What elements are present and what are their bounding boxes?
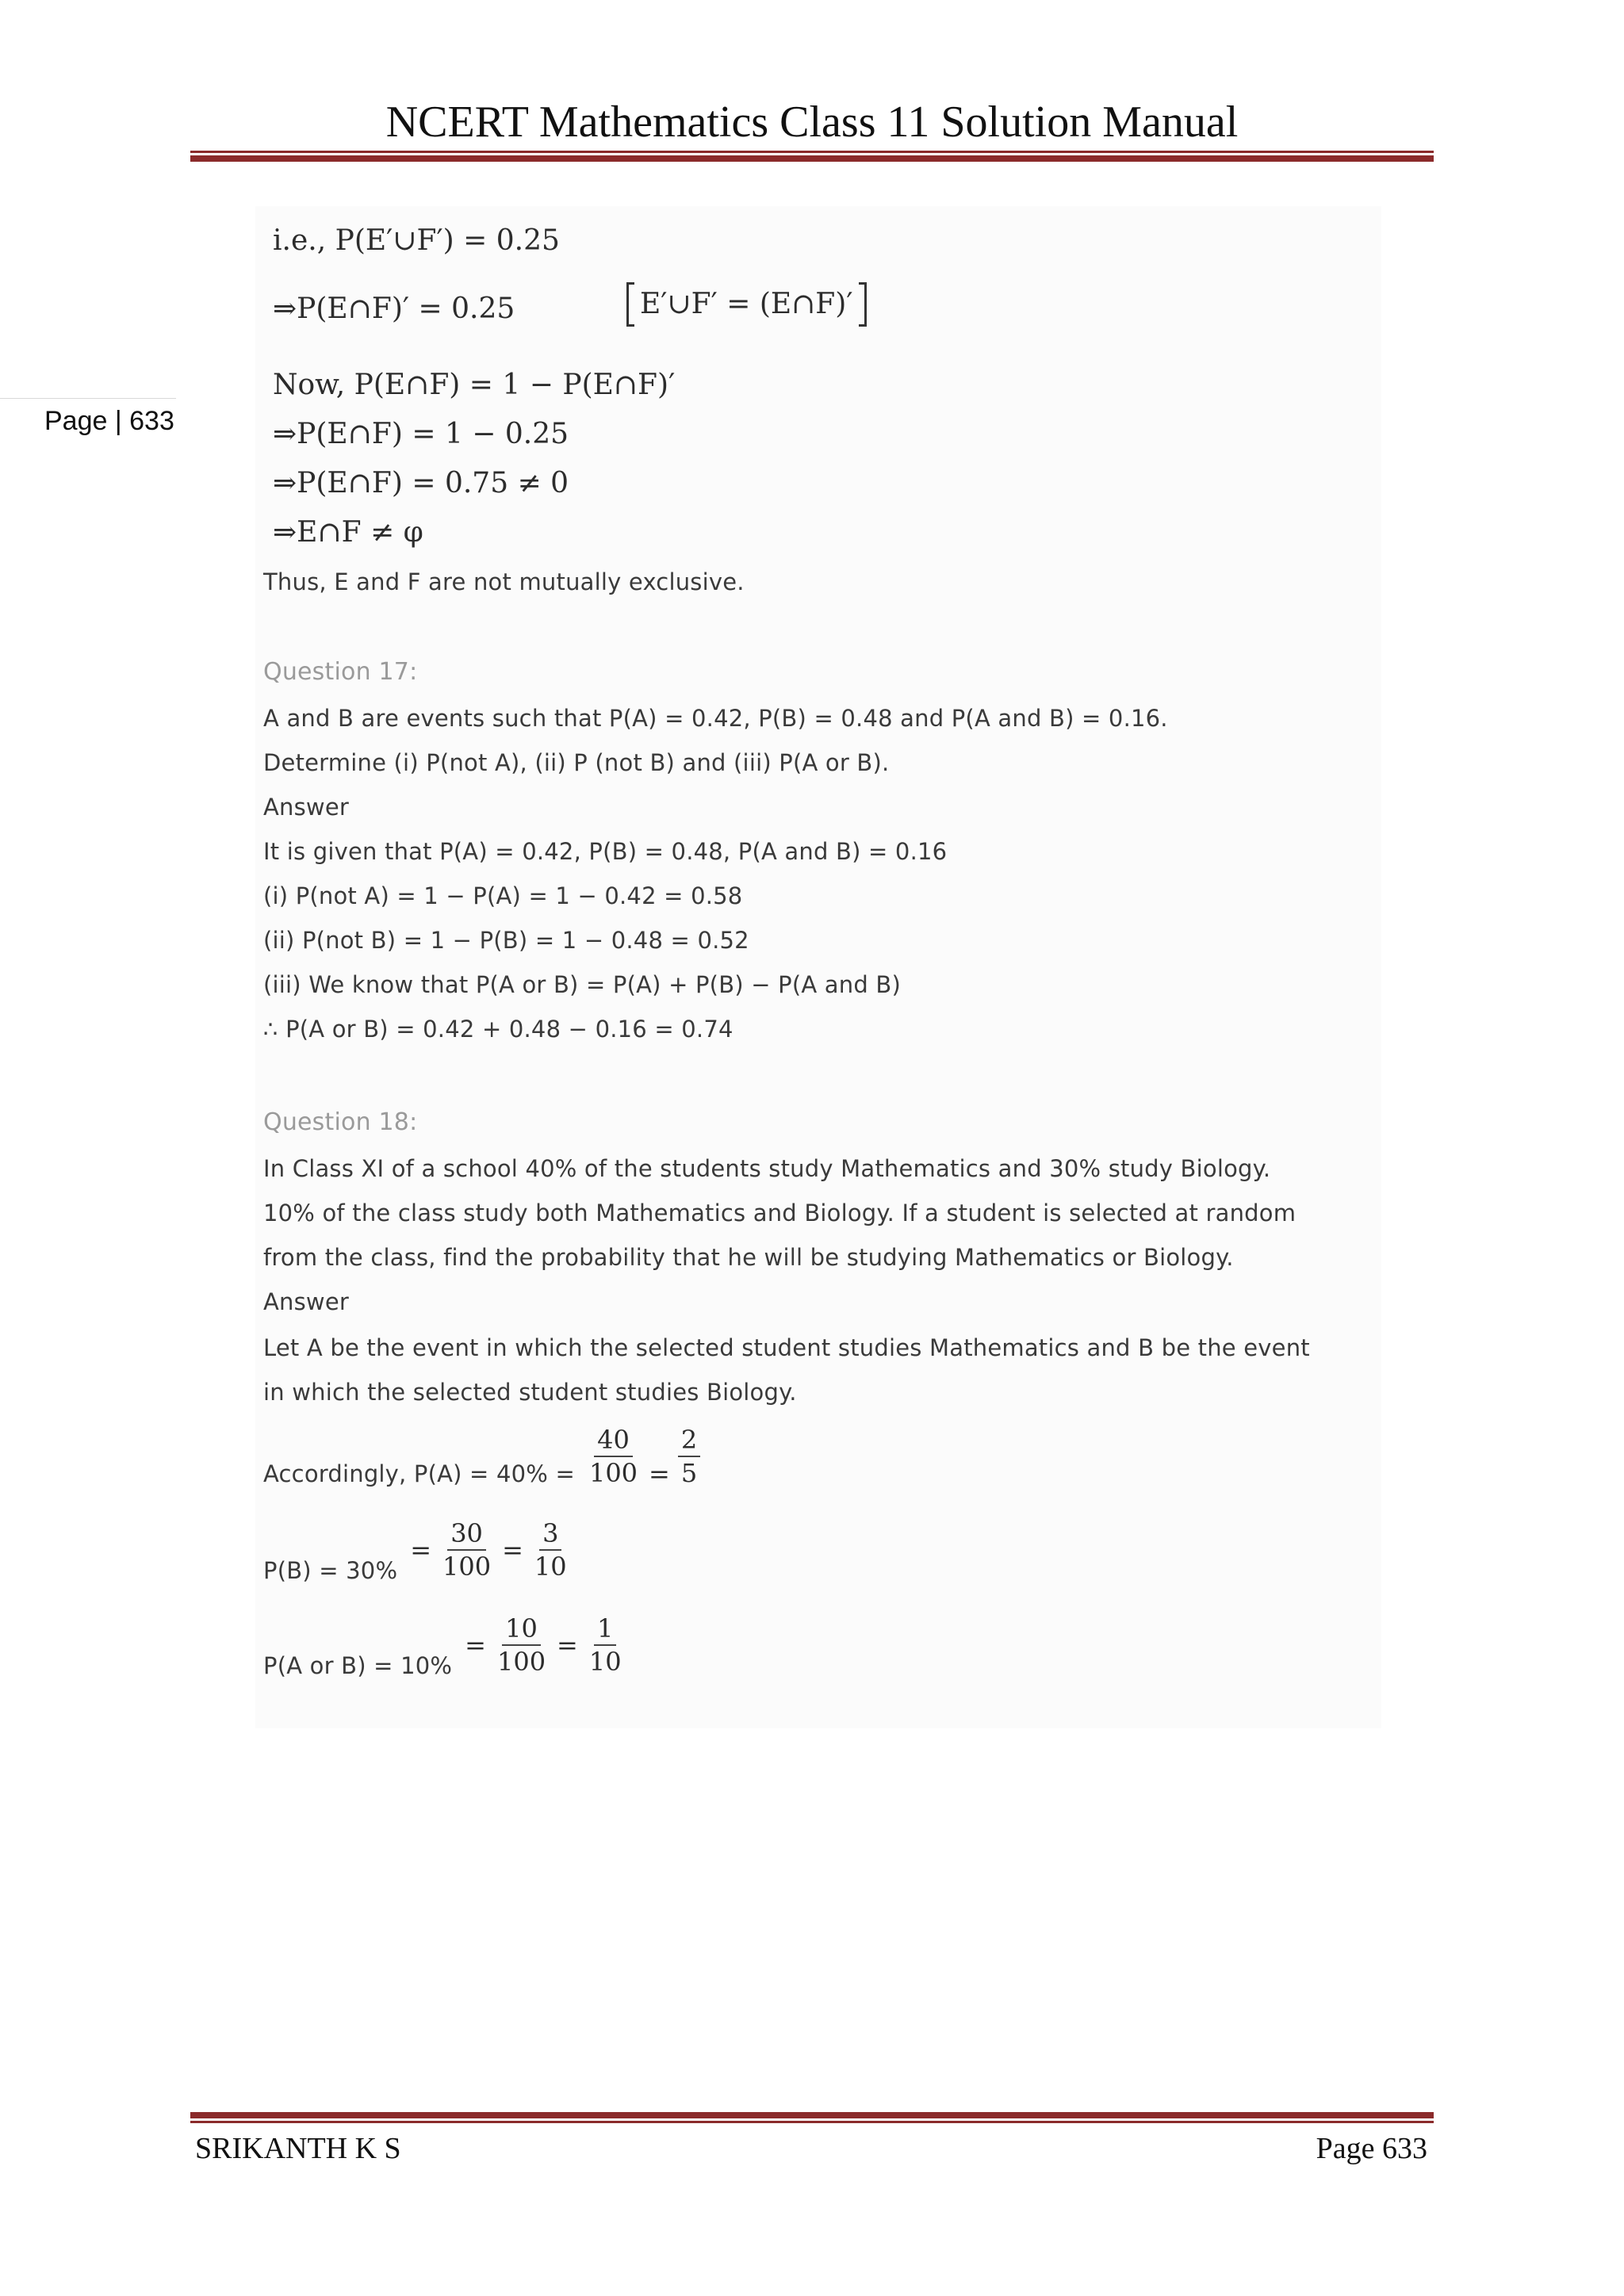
math-line: ⇒P(E∩F) = 1 − 0.25 [273, 418, 569, 450]
pab-f2-den: 10 [588, 1647, 622, 1677]
pa-label: Accordingly, P(A) = 40% = [263, 1460, 575, 1487]
pa-fraction-2 [678, 1424, 700, 1489]
q17-answer-line: It is given that P(A) = 0.42, P(B) = 0.48, P(A and B) = 0.16 [263, 838, 948, 865]
q17-answer-line: (iii) We know that P(A or B) = P(A) + P(B) − P(A and B) [263, 971, 901, 998]
equals-sign: = [502, 1535, 523, 1565]
pab-f2-num: 1 [594, 1613, 616, 1646]
pb-fraction-1 [439, 1517, 494, 1582]
side-page-label: Page | 633 [44, 406, 174, 436]
q18-statement: In Class XI of a school 40% of the students study Mathematics and 30% study Biology. [263, 1155, 1271, 1182]
pa-f1-num: 40 [594, 1424, 633, 1457]
equals-sign: = [557, 1630, 578, 1660]
equals-sign: = [410, 1535, 432, 1565]
pb-f1-den: 100 [442, 1552, 492, 1582]
q18-answer-label: Answer [263, 1288, 350, 1315]
pa-f1-den: 100 [588, 1458, 638, 1488]
pa-f2-num: 2 [678, 1424, 700, 1457]
pab-f1-den: 100 [496, 1647, 546, 1677]
math-line: ⇒P(E∩F)′ = 0.25 [273, 293, 515, 325]
pab-fraction-2 [586, 1613, 625, 1678]
q17-statement: A and B are events such that P(A) = 0.42, P(B) = 0.48 and P(A and B) = 0.16. [263, 705, 1168, 732]
pab-label: P(A or B) = 10% [263, 1652, 453, 1679]
equals-sign: = [465, 1630, 486, 1660]
math-line: i.e., P(E′∪F′) = 0.25 [273, 224, 560, 257]
math-bracket: E′∪F′ = (E∩F)′ [626, 282, 867, 327]
q18-answer-line: Let A be the event in which the selected student studies Mathematics and B be the event [263, 1334, 1310, 1361]
math-line: Now, P(E∩F) = 1 − P(E∩F)′ [273, 369, 676, 401]
header-rule-thin [190, 151, 1434, 153]
footer-rule-thick [190, 2112, 1434, 2118]
q17-answer-label: Answer [263, 794, 350, 821]
math-line: ⇒P(E∩F) = 0.75 ≠ 0 [273, 467, 569, 499]
pab-fraction-1 [494, 1613, 549, 1678]
page-header-title: NCERT Mathematics Class 11 Solution Manual [385, 98, 1239, 147]
pb-f2-num: 3 [539, 1517, 561, 1551]
q17-answer-line: ∴ P(A or B) = 0.42 + 0.48 − 0.16 = 0.74 [263, 1016, 733, 1043]
math-bracket-note [626, 282, 867, 327]
pa-fraction-1 [586, 1424, 641, 1489]
question-17-heading: Question 17: [263, 658, 418, 686]
pb-f2-den: 10 [534, 1552, 567, 1582]
q17-answer-line: (i) P(not A) = 1 − P(A) = 1 − 0.42 = 0.58 [263, 882, 743, 909]
q18-statement: from the class, find the probability that he will be studying Mathematics or Biology. [263, 1244, 1234, 1271]
side-rule [0, 398, 176, 399]
pa-f2-den: 5 [680, 1458, 698, 1488]
pb-label: P(B) = 30% [263, 1557, 398, 1584]
pab-equation [263, 1613, 630, 1678]
question-18-heading: Question 18: [263, 1108, 418, 1136]
q18-statement: 10% of the class study both Mathematics and Biology. If a student is selected at random [263, 1200, 1297, 1226]
math-line: ⇒E∩F ≠ φ [273, 516, 423, 549]
q18-answer-line: in which the selected student studies Biology. [263, 1379, 797, 1406]
equals-sign: = [649, 1459, 670, 1489]
footer-rule-thin [190, 2121, 1434, 2123]
pa-equation [263, 1424, 705, 1489]
pb-equation [263, 1517, 575, 1582]
conclusion-text: Thus, E and F are not mutually exclusive. [263, 568, 745, 595]
q17-statement: Determine (i) P(not A), (ii) P (not B) and (iii) P(A or B). [263, 749, 890, 776]
q17-answer-line: (ii) P(not B) = 1 − P(B) = 1 − 0.48 = 0.52 [263, 927, 749, 954]
pb-fraction-2 [531, 1517, 570, 1582]
pab-f1-num: 10 [502, 1613, 541, 1646]
pb-f1-num: 30 [447, 1517, 486, 1551]
header-rule-thick [190, 155, 1434, 162]
footer-author: SRIKANTH K S [195, 2132, 401, 2165]
footer-page-number: Page 633 [1316, 2132, 1427, 2165]
